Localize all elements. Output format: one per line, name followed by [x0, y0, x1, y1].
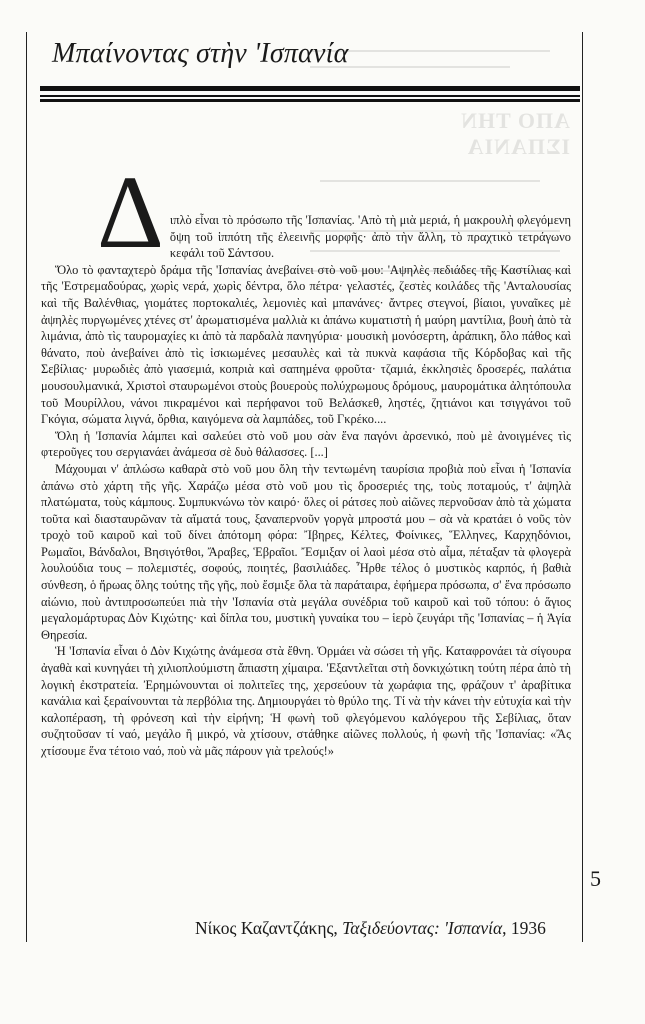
article-body	[41, 155, 571, 760]
page-title: Μπαίνοντας στὴν 'Ισπανία	[52, 38, 349, 69]
paragraph-1-text: ιπλὸ εἶναι τὸ πρόσωπο τῆς 'Ισπανίας. 'Απὸ τὴ μιὰ μεριά, ἡ μακρουλὴ φλεγόμενη ὄψη τοῦ ἱππότη τῆς ἐλεεινῆς μορφῆς· ἀπὸ τὴν ἄλλη, τὸ πραχτικὸ τετράγωνο κεφάλι τοῦ Σάντσου.	[169, 213, 571, 261]
paragraph-2: Ὅλο τὸ φανταχτερὸ δράμα τῆς 'Ισπανίας ἀνεβαίνει στὸ νοῦ μου: 'Αψηλὲς πεδιάδες τῆς Καστίλιας καὶ τῆς 'Εστρεμαδούρας, χωρὶς νερά, χωρὶς δέντρα, ὅλο πέτρα· γελαστές, ζεστὲς κοιλάδες τῆς 'Ανταλουσίας καὶ τῆς Βαλένθιας, γιομάτες πορτοκαλιές, λεμονιὲς καὶ μπανάνες· ἄντρες στεγνοί, βίαιοι, γυναῖκες μὲ ἀψηλὲς πυργωμένες χτένες στ' ἀρωματισμένα μαλλιὰ κι ἀπάνω κυματιστὴ ἡ μαύρη μαντίλια, βουὴ ἀπὸ τὰ λιμάνια, ἀπὸ τὶς ταυρομαχίες κι ἀπὸ τὰ παρδαλὰ πανηγύρια· μουσικὴ μονόσερτη, ἀράπικη, ὅλο πάθος καὶ θάνατο, ποὺ ἀνεβαίνει ἀπὸ τὶς ἰσκιωμένες μεσαυλὲς καὶ τὰ πυκνὰ καφάσια τῆς Κόρδοβας καὶ τῆς Σεβίλιας· μυρωδιὲς ἀπὸ γιασεμιά, κοπριὰ καὶ σαπημένα φροῦτα· τζαμιά, ἐκκλησιὲς δροσερές, παλάτια μουσουλμανικά, Χριστοὶ σταυρωμένοι στοὺς βουεροὺς πολύχρωμους δρόμους, μαυρομάτικα ἀλητόπουλα τοῦ Μουρίλλου, νάνοι πικραμένοι καὶ περήφανοι τοῦ Βελάσκεθ, ληστές, ζητιάνοι και τσιγγάνοι τοῦ Γκόγια, σώματα λιγνά, ὄρθια, καιγόμενα σὰ λαμπάδες, τοῦ Γκρέκο....	[41, 262, 571, 427]
paragraph-1	[41, 155, 571, 270]
title-rule-mid	[40, 99, 580, 102]
attribution-work: Ταξιδεύοντας: 'Ισπανία	[342, 918, 503, 938]
title-rule-thick	[40, 86, 580, 91]
right-margin-rule	[582, 32, 583, 942]
drop-cap: Δ	[97, 155, 164, 270]
left-margin-rule	[26, 32, 27, 942]
attribution-author: Νίκος Καζαντζάκης,	[195, 918, 343, 938]
page-number: 5	[590, 866, 601, 891]
attribution-year: , 1936	[502, 918, 546, 938]
paragraph-5: Ἡ 'Ισπανία εἶναι ὁ Δὸν Κιχώτης ἀνάμεσα στὰ ἔθνη. Ὁρμάει νὰ σώσει τὴ γῆς. Καταφρονάει τὰ σίγουρα ἀγαθὰ καὶ κυνηγάει τὴ χιλιοπλούμιστη ἄπιαστη χίμαιρα. 'Εξαντλεῖται στὴ δονκιχώτικη τούτη πέρα ἀπὸ τὴ λογικὴ ἐκστρατεία. Ἐρημώνουνται οἱ πολιτεῖες της, χερσεύουν τὰ χωράφια της, φράζουν τ' ἀραβίτικα κανάλια καὶ ξεραίνουνται τὰ περβόλια της. Δημιουργάει τὸ θρύλο της. Τί νὰ τὴν κάνει τὴν εὐτυχία καὶ τὴν καλοπέραση, τὴ φρόνεση καὶ τὴν εἰρήνη; Ἡ φωνὴ τοῦ φλεγόμενου καλόγερου τῆς Σεβίλιας, ὅταν συζητοῦσαν τί ναό, μεγάλο ἢ μικρό, νὰ χτίσουν, στάθηκε αἰῶνες πολλούς, ἡ φωνὴ τῆς 'Ισπανίας: «Ἂς χτίσουμε ἕνα τέτοιο ναό, ποὺ νὰ μᾶς πάρουν γιὰ τρελούς!»	[41, 644, 571, 758]
paragraph-4: Μάχουμαι ν' ἁπλώσω καθαρὰ στὸ νοῦ μου ὅλη τὴν τεντωμένη ταυρίσια προβιὰ ποὺ εἶναι ἡ 'Ισπανία ἀπάνω στὸ χάρτη τῆς γῆς. Χαράζω μέσα στὸ νοῦ μου τὶς δροσεριές της, τοὺς ποταμούς, τ' ἀψηλὰ πλατώματα, τοὺς κάμπους. Συμπυκνώνω τὸν καιρό· ὅλες οἱ ράτσες ποὺ αἰῶνες περνοῦσαν ἀπὸ τὰ χώματα τοῦτα καὶ διασταυρῶναν τὰ αἵματά τους, ξαναπερνοῦν γοργὰ μπροστά μου – σὰ νὰ κρατάει ὁ νοῦς τὸν τροχὸ τοῦ καιροῦ καὶ τοῦ δίνει ἀπότομη φόρα: Ἴβηρες, Κέλτες, Φοίνικες, Ἕλληνες, Καρχηδόνιοι, Ρωμαῖοι, Βάνδαλοι, Βησιγότθοι, Ἄραβες, Ἑβραῖοι. Ἔσμιξαν οἱ λαοὶ μέσα στὸ αἷμα, πέταξαν τὰ φλογερὰ λουλούδια τους – πολεμιστές, σοφούς, ποιητές, βασιλιάδες. Ἦρθε τέλος ὁ μυστικὸς καρπός, ἡ βαθιὰ σύνθεση, ὁ ἥρωας ὅλης τούτης τῆς γῆς, ποὺ ἔσμιξε ὅλα τὰ παράταιρα, ἐφήμερα πρόσωπα, σ' ἕνα πρόσωπο αἰώνιο, ποὺ ἀντιπροσωπεύει πιὰ τὴν 'Ισπανία στὰ μεγάλα συνέδρια τοῦ καιροῦ καὶ τοῦ τόπου: ὁ ἅγιος μεγαλομάρτυρας Δὸν Κιχώτης· καὶ δίπλα του, μυστικὴ γυναίκα του – ἱερὸ ζευγάρι τῆς 'Ισπανίας – ἡ Ἁγία Θηρεσία.	[41, 461, 571, 642]
attribution	[195, 918, 546, 939]
show-through-background: ΑΠΟ ΤΗΝ ΙΣΠΑΝΙΑ	[300, 40, 570, 420]
paragraph-3: Ὅλη ἡ 'Ισπανία λάμπει καὶ σαλεύει στὸ νοῦ μου σὰν ἕνα παγόνι ἀρσενικό, ποὺ μὲ ἀνοιγμένες τὶς φτεροῦγες του σεργιανάει ἀνάμεσα σὲ δυὸ θάλασσες. [...]	[41, 428, 571, 460]
title-rule-thin	[40, 95, 580, 97]
